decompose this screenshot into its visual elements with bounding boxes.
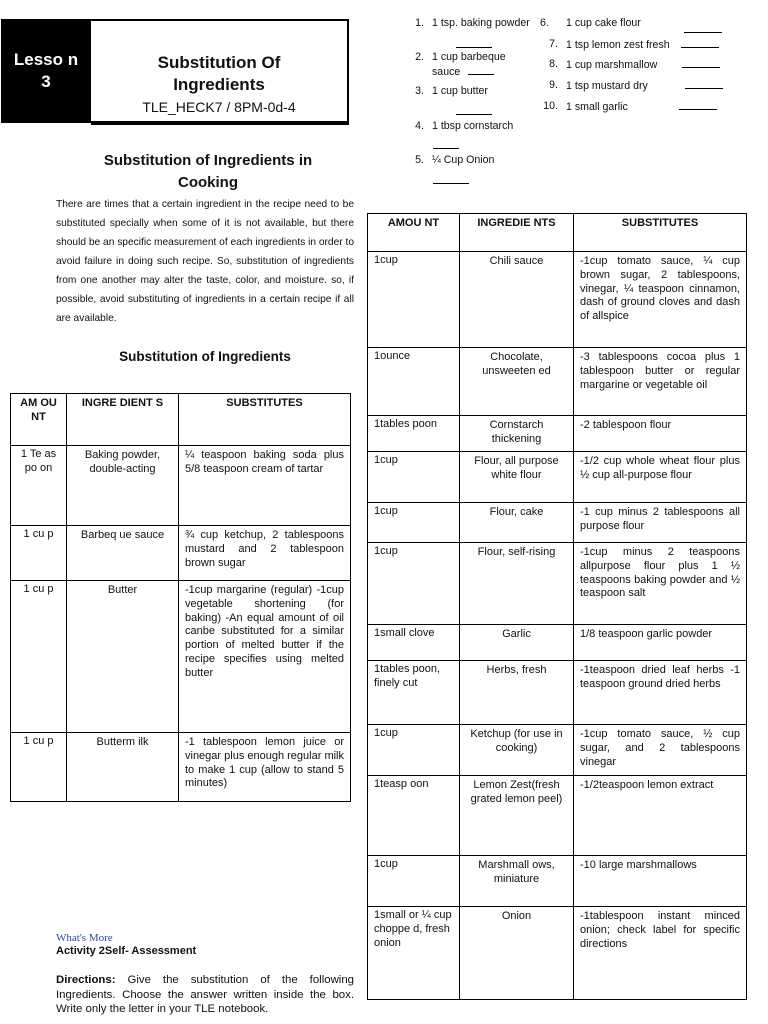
question-text: 1 cup cake flour bbox=[566, 17, 641, 29]
question-number: 8. bbox=[549, 58, 558, 70]
table-row bbox=[11, 446, 351, 526]
question-item bbox=[415, 17, 530, 29]
answer-blank[interactable] bbox=[681, 38, 719, 48]
cell-ingredient: Cornstarch thickening bbox=[460, 416, 574, 452]
answer-blank[interactable] bbox=[684, 23, 722, 33]
cell-substitute: -1 tablespoon lemon juice or vinegar plus enough regular milk to make 1 cup (allow to stand 5 minutes) bbox=[179, 733, 351, 802]
directions-label: Directions: bbox=[56, 974, 116, 986]
question-item bbox=[549, 58, 720, 71]
table-header-row bbox=[368, 214, 747, 252]
cell-amount: 1ounce bbox=[368, 348, 460, 416]
cell-ingredient: Lemon Zest(fresh grated lemon peel) bbox=[460, 776, 574, 856]
question-item bbox=[415, 51, 506, 63]
table-row bbox=[368, 625, 747, 661]
lesson-title-line-2: Ingredients bbox=[173, 75, 265, 94]
header-ingredients: INGREDIE NTS bbox=[460, 214, 574, 252]
cell-ingredient: Garlic bbox=[460, 625, 574, 661]
cell-substitute: ¾ cup ketchup, 2 tablespoons mustard and 2 tablespoon brown sugar bbox=[179, 526, 351, 581]
question-text: 1 tsp lemon zest fresh bbox=[566, 39, 670, 51]
cell-amount: 1small clove bbox=[368, 625, 460, 661]
cell-substitute: -3 tablespoons cocoa plus 1 tablespoon butter or regular margarine or vegetable oil bbox=[574, 348, 747, 416]
section-heading-line-2: Cooking bbox=[178, 174, 238, 191]
cell-amount: 1 cu p bbox=[11, 526, 67, 581]
header-ingredients: INGRE DIENT S bbox=[67, 394, 179, 446]
table-header-row bbox=[11, 394, 351, 446]
cell-ingredient: Butter bbox=[67, 581, 179, 733]
substitution-table-right bbox=[367, 213, 747, 1000]
table-row bbox=[368, 252, 747, 348]
question-number: 2. bbox=[415, 51, 424, 63]
answer-blank[interactable] bbox=[685, 79, 723, 89]
activity-title: Activity 2Self- Assessment bbox=[56, 945, 197, 957]
intro-paragraph: There are times that a certain ingredient in the recipe need to be substituted specially when some of it is not available, but there should be an specific measurement of each ingredients in order to avoid failure in doing such recipe. So, substitution of ingredients from one another may alter the taste, color, and moisture. so, if possible, avoid substituting of ingredients in a certain recipe if all are available. bbox=[56, 199, 354, 324]
answer-blank[interactable] bbox=[433, 174, 469, 184]
substitution-table-left bbox=[10, 393, 351, 802]
question-number: 10. bbox=[543, 100, 558, 112]
question-number: 7. bbox=[549, 38, 558, 50]
header-amount: AM OU NT bbox=[11, 394, 67, 446]
header-divider bbox=[91, 121, 349, 123]
lesson-number-box bbox=[1, 19, 91, 123]
cell-substitute: -1cup minus 2 teaspoons allpurpose flour plus 1 ½ teaspoons baking powder and ½ teaspoon salt bbox=[574, 543, 747, 625]
cell-ingredient: Chocolate, unsweeten ed bbox=[460, 348, 574, 416]
cell-substitute: -1teaspoon dried leaf herbs -1 teaspoon ground dried herbs bbox=[574, 661, 747, 725]
question-number: 4. bbox=[415, 120, 424, 132]
cell-ingredient: Flour, all purpose white flour bbox=[460, 452, 574, 503]
question-item bbox=[415, 154, 495, 166]
cell-substitute: ¼ teaspoon baking soda plus 5/8 teaspoon cream of tartar bbox=[179, 446, 351, 526]
answer-blank[interactable] bbox=[468, 65, 494, 75]
answer-blank[interactable] bbox=[456, 105, 492, 115]
cell-ingredient: Chili sauce bbox=[460, 252, 574, 348]
header-substitutes: SUBSTITUTES bbox=[574, 214, 747, 252]
cell-ingredient: Onion bbox=[460, 907, 574, 1000]
cell-amount: 1 Te as po on bbox=[11, 446, 67, 526]
cell-ingredient: Baking powder, double-acting bbox=[67, 446, 179, 526]
cell-ingredient: Butterm ilk bbox=[67, 733, 179, 802]
lesson-code: TLE_HECK7 / 8PM-0d-4 bbox=[142, 99, 296, 115]
cell-amount: 1cup bbox=[368, 452, 460, 503]
question-item bbox=[549, 38, 719, 51]
question-number: 6. bbox=[540, 17, 549, 29]
question-text: 1 tsp. baking powder bbox=[432, 17, 530, 29]
header-amount: AMOU NT bbox=[368, 214, 460, 252]
cell-substitute: -1/2 cup whole wheat flour plus ½ cup all-purpose flour bbox=[574, 452, 747, 503]
table-row bbox=[368, 503, 747, 543]
question-item bbox=[566, 17, 641, 29]
table-row bbox=[11, 581, 351, 733]
table-row bbox=[368, 661, 747, 725]
question-item bbox=[543, 100, 717, 113]
question-item bbox=[549, 79, 723, 92]
cell-amount: 1small or ¼ cup choppe d, fresh onion bbox=[368, 907, 460, 1000]
lesson-title bbox=[91, 52, 347, 96]
directions-paragraph bbox=[56, 973, 354, 1017]
question-text: 1 tsp mustard dry bbox=[566, 80, 648, 92]
cell-substitute: -1cup tomato sauce, ½ cup sugar, and 2 tablespoons vinegar bbox=[574, 725, 747, 776]
answer-blank[interactable] bbox=[456, 38, 492, 48]
lesson-label: Lesso n 3 bbox=[13, 50, 79, 91]
cell-ingredient: Ketchup (for use in cooking) bbox=[460, 725, 574, 776]
table-row bbox=[368, 348, 747, 416]
table-row bbox=[368, 416, 747, 452]
question-item bbox=[415, 120, 514, 132]
question-text: sauce bbox=[432, 66, 461, 78]
cell-substitute: -1cup tomato sauce, ¼ cup brown sugar, 2 tablespoons, vinegar, ¼ teaspoon cinnamon, dash of ground cloves and dash of allspice bbox=[574, 252, 747, 348]
whats-more-label: What's More bbox=[56, 932, 113, 944]
cell-amount: 1cup bbox=[368, 252, 460, 348]
cell-amount: 1 cu p bbox=[11, 733, 67, 802]
header-substitutes: SUBSTITUTES bbox=[179, 394, 351, 446]
table-row bbox=[368, 856, 747, 907]
cell-substitute: -1cup margarine (regular) -1cup vegetable shortening (for baking) -An equal amount of oil canbe substituted for a similar portion of melted butter if the recipe specifies using melted butter bbox=[179, 581, 351, 733]
table-row bbox=[368, 907, 747, 1000]
section-heading-line-1: Substitution of Ingredients in bbox=[103, 152, 313, 169]
question-text: 1 small garlic bbox=[566, 101, 628, 113]
question-text: 1 cup butter bbox=[432, 85, 488, 97]
question-text: ¼ Cup Onion bbox=[432, 154, 495, 166]
cell-substitute: -1/2teaspoon lemon extract bbox=[574, 776, 747, 856]
cell-ingredient: Barbeq ue sauce bbox=[67, 526, 179, 581]
table-subheading: Substitution of Ingredients bbox=[119, 349, 291, 364]
question-item bbox=[415, 85, 488, 97]
cell-amount: 1 cu p bbox=[11, 581, 67, 733]
table-row bbox=[368, 543, 747, 625]
cell-amount: 1teasp oon bbox=[368, 776, 460, 856]
question-text: 1 cup barbeque bbox=[432, 51, 506, 63]
cell-amount: 1tables poon, finely cut bbox=[368, 661, 460, 725]
cell-ingredient: Flour, cake bbox=[460, 503, 574, 543]
cell-substitute: -10 large marshmallows bbox=[574, 856, 747, 907]
answer-blank[interactable] bbox=[682, 58, 720, 68]
answer-blank[interactable] bbox=[433, 139, 459, 149]
table-row bbox=[11, 526, 351, 581]
directions-text: Give the substitution of the following Ingredients. Choose the answer written inside the box. Write only the letter in your TLE notebook. bbox=[56, 974, 354, 1016]
question-number: 9. bbox=[549, 79, 558, 91]
cell-substitute: -1tablespoon instant minced onion; check label for specific directions bbox=[574, 907, 747, 1000]
cell-amount: 1cup bbox=[368, 503, 460, 543]
lesson-title-box bbox=[91, 19, 349, 125]
question-number: 5. bbox=[415, 154, 424, 166]
table-row bbox=[368, 725, 747, 776]
cell-amount: 1tables poon bbox=[368, 416, 460, 452]
cell-ingredient: Herbs, fresh bbox=[460, 661, 574, 725]
cell-substitute: -1 cup minus 2 tablespoons all purpose flour bbox=[574, 503, 747, 543]
cell-ingredient: Marshmall ows, miniature bbox=[460, 856, 574, 907]
table-row bbox=[11, 733, 351, 802]
cell-amount: 1cup bbox=[368, 856, 460, 907]
lesson-title-line-1: Substitution Of bbox=[157, 53, 281, 72]
cell-amount: 1cup bbox=[368, 543, 460, 625]
question-text: 1 cup marshmallow bbox=[566, 59, 658, 71]
answer-blank[interactable] bbox=[679, 100, 717, 110]
cell-ingredient: Flour, self-rising bbox=[460, 543, 574, 625]
cell-substitute: -2 tablespoon flour bbox=[574, 416, 747, 452]
question-item bbox=[432, 65, 494, 78]
cell-substitute: 1/8 teaspoon garlic powder bbox=[574, 625, 747, 661]
section-heading bbox=[60, 150, 356, 194]
table-row bbox=[368, 776, 747, 856]
question-number: 3. bbox=[415, 85, 424, 97]
question-text: 1 tbsp cornstarch bbox=[432, 120, 514, 132]
cell-amount: 1cup bbox=[368, 725, 460, 776]
table-row bbox=[368, 452, 747, 503]
question-number: 1. bbox=[415, 17, 424, 29]
